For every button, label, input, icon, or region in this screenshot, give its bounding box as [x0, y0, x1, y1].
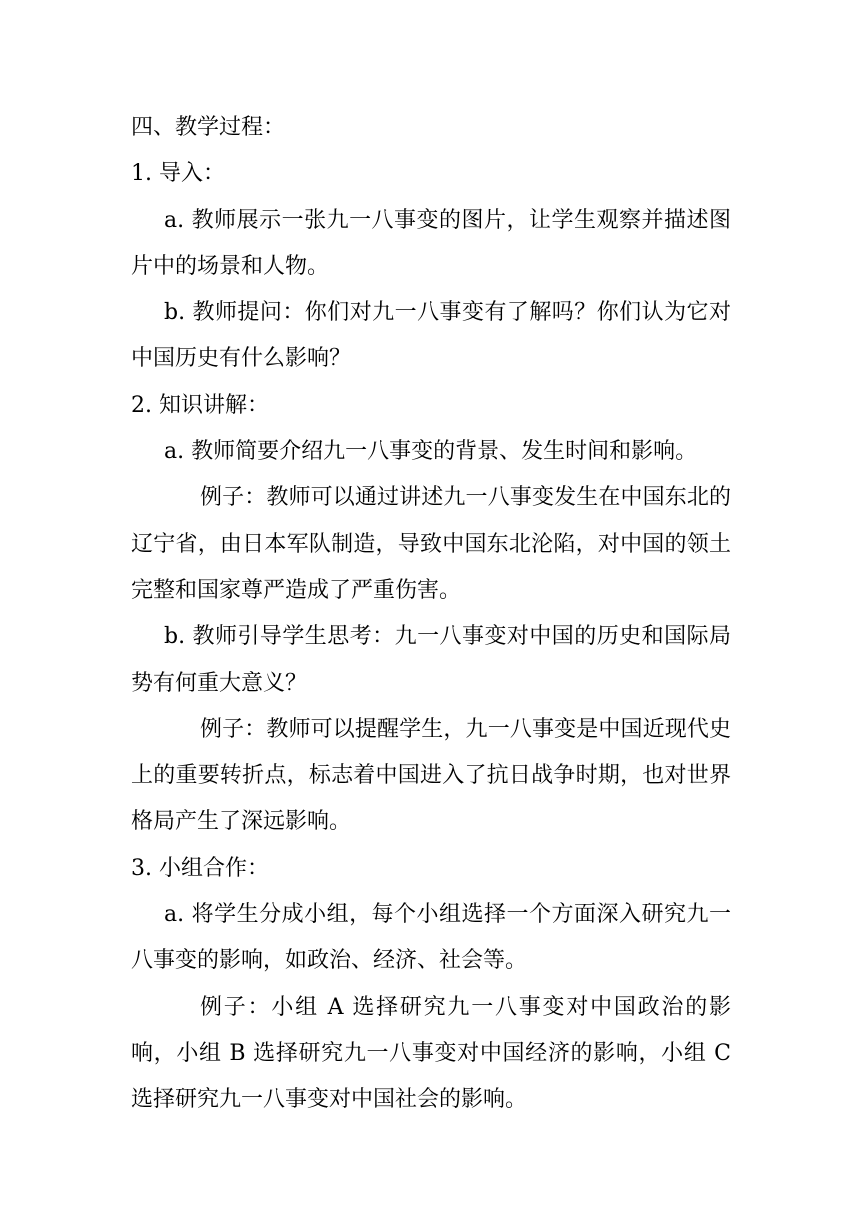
step3-item-a-example	[131, 985, 731, 1124]
step2-heading: 2. 知识讲解：	[131, 392, 269, 418]
step2-item-a	[131, 429, 731, 475]
step2-item-b-example-text: 例子：教师可以提醒学生，九一八事变是中国近现代史上的重要转折点，标志着中国进入了抗日战争时期，也对世界格局产生了深远影响。	[131, 716, 731, 835]
step2-item-b-example	[131, 707, 731, 846]
step2-item-a-text: a. 教师简要介绍九一八事变的背景、发生时间和影响。	[164, 439, 698, 465]
step1-heading: 1. 导入：	[131, 161, 225, 187]
step3-heading: 3. 小组合作：	[131, 855, 269, 881]
step2-item-a-example-text: 例子：教师可以通过讲述九一八事变发生在中国东北的辽宁省，由日本军队制造，导致中国东北沦陷，对中国的领土完整和国家尊严造成了严重伤害。	[131, 485, 731, 603]
step3-item-a-example-text: 例子：小组 A 选择研究九一八事变对中国政治的影响，小组 B 选择研究九一八事变对中国经济的影响，小组 C 选择研究九一八事变对中国社会的影响。	[131, 994, 731, 1113]
step1-item-a	[131, 198, 731, 291]
section-title: 四、教学过程：	[131, 115, 286, 140]
step1-item-b-text: b. 教师提问：你们对九一八事变有了解吗？你们认为它对中国历史有什么影响？	[131, 300, 731, 372]
step1-item-b	[131, 290, 731, 383]
step3-item-a-text: a. 将学生分成小组，每个小组选择一个方面深入研究九一八事变的影响，如政治、经济、社会等。	[131, 902, 731, 974]
step2-item-a-example	[131, 475, 731, 614]
document-page	[131, 105, 731, 1124]
step2-item-b-text: b. 教师引导学生思考：九一八事变对中国的历史和国际局势有何重大意义？	[131, 624, 731, 696]
step1-item-a-text: a. 教师展示一张九一八事变的图片，让学生观察并描述图片中的场景和人物。	[131, 207, 731, 279]
step3-item-a	[131, 892, 731, 985]
step2-item-b	[131, 614, 731, 707]
